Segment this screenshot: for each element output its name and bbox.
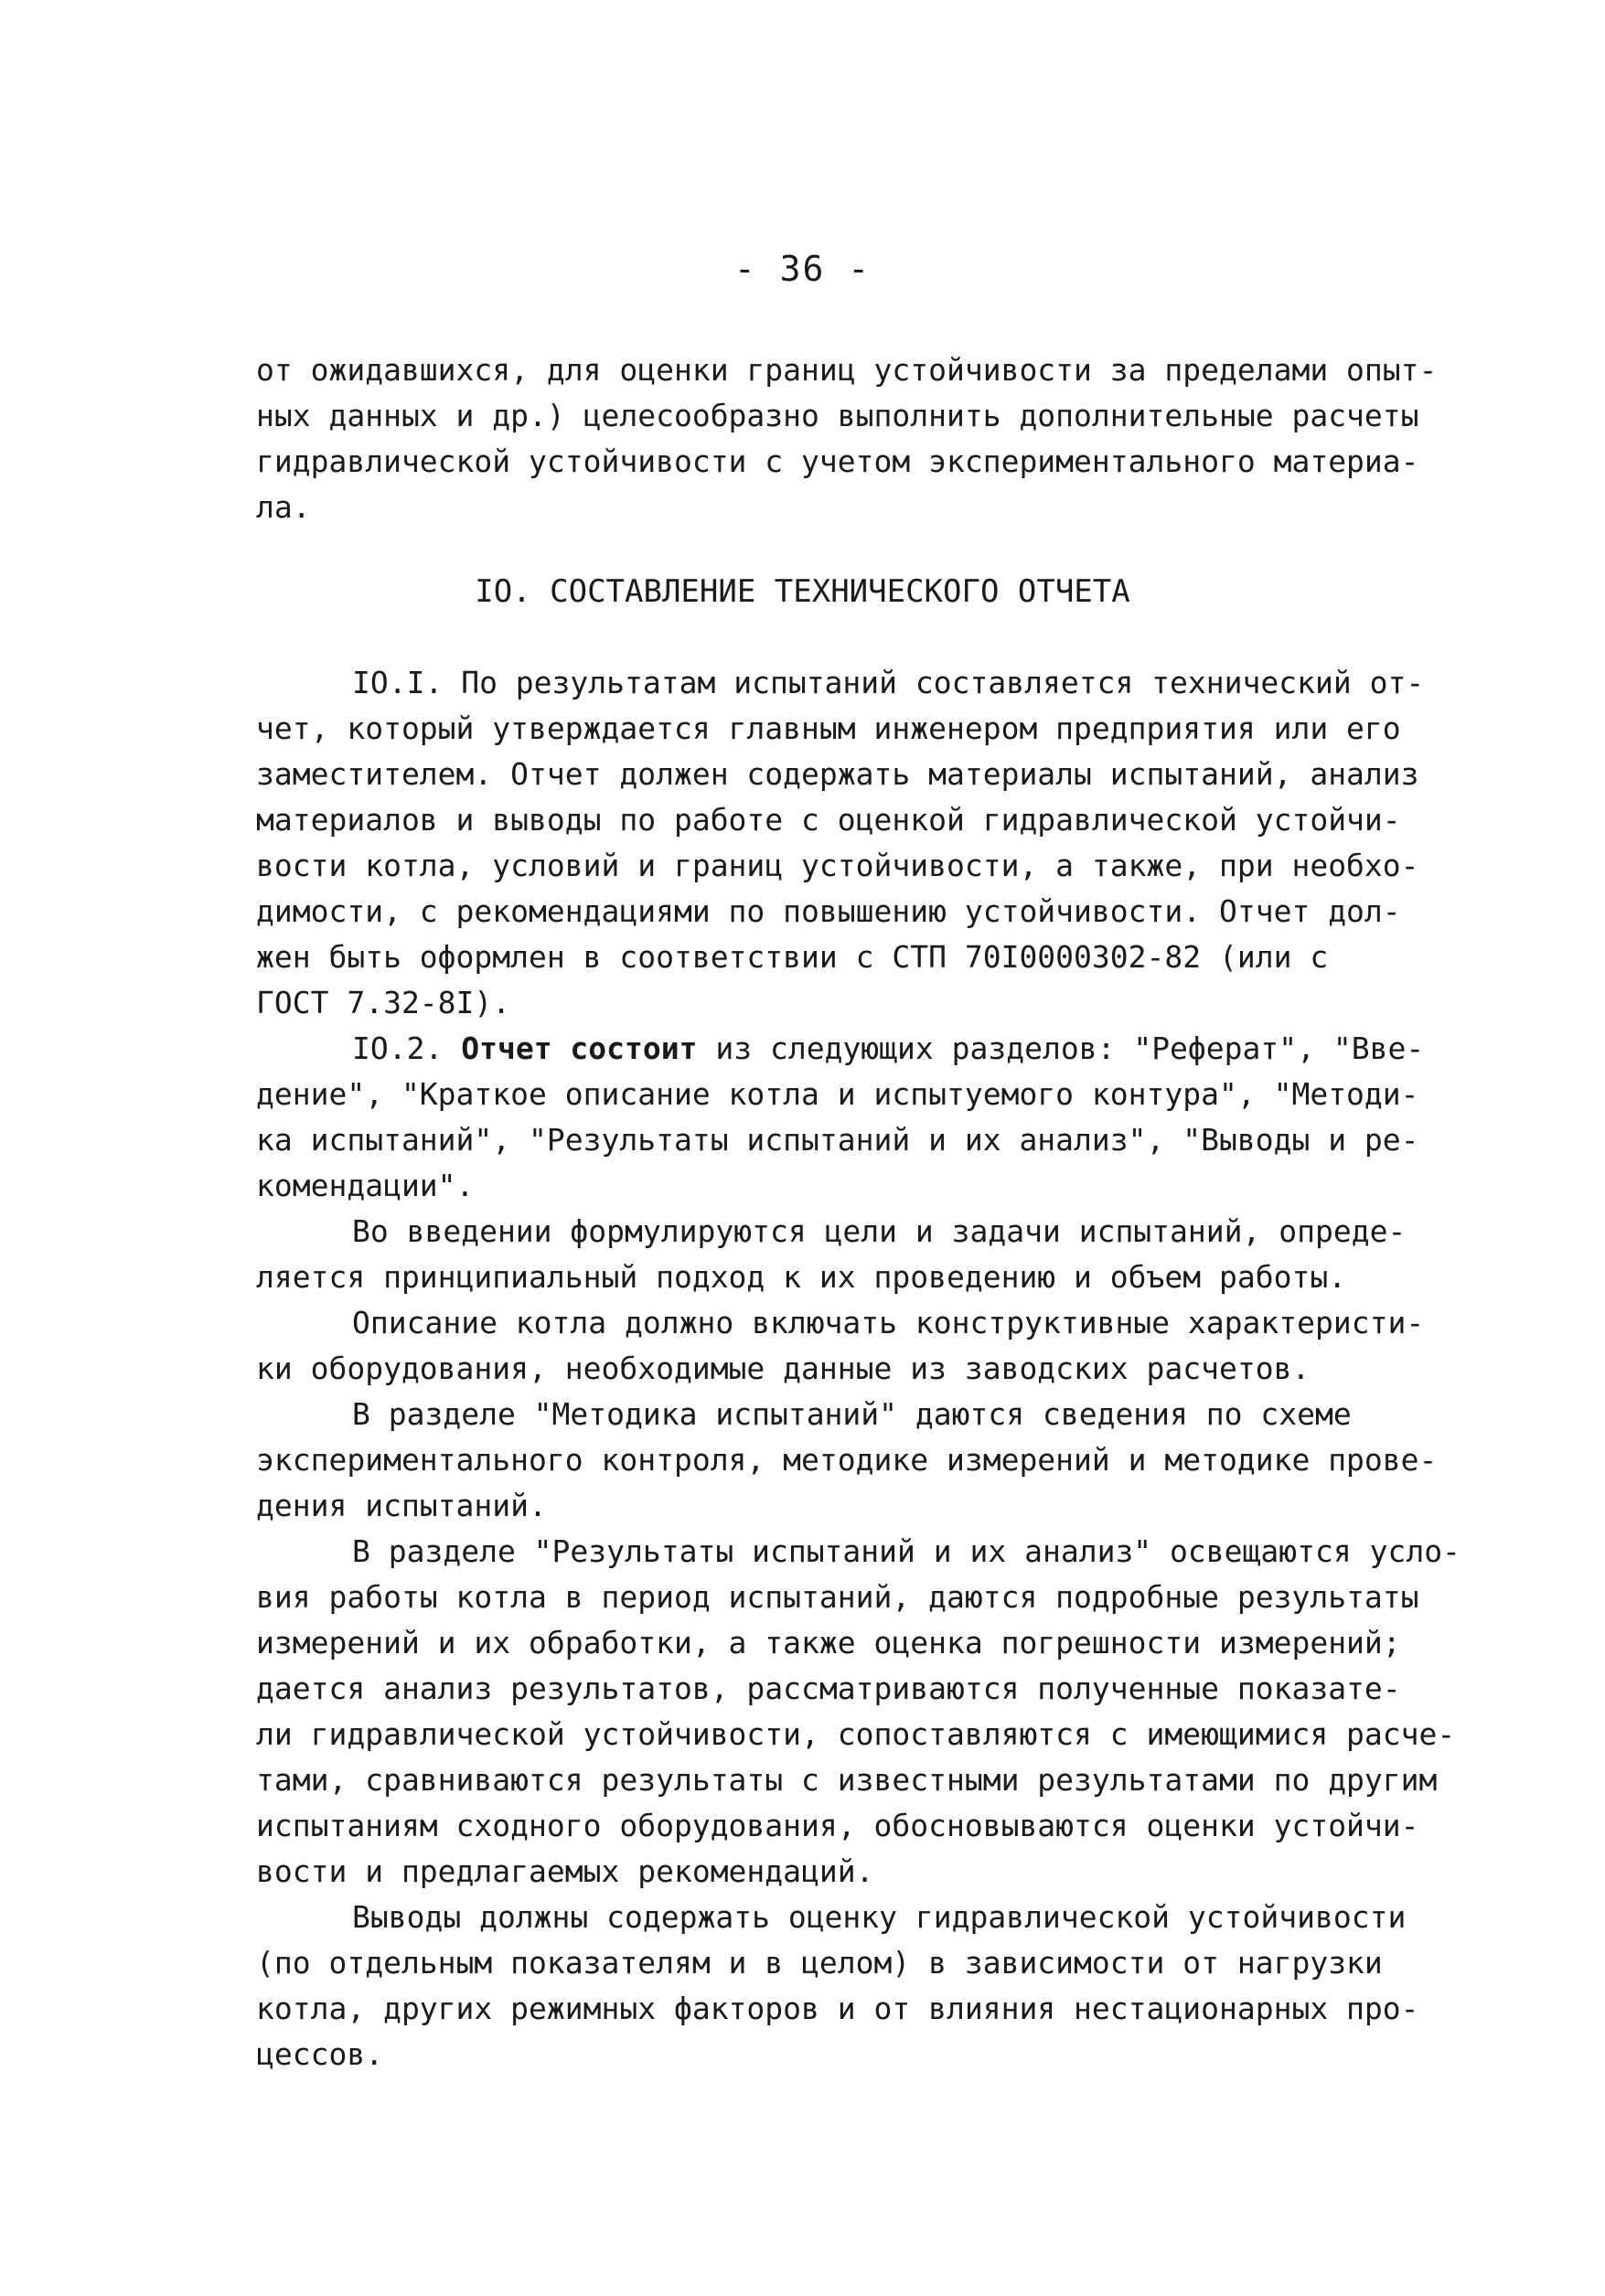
paragraph-methodology (256, 1392, 1482, 1529)
continuation-paragraph (256, 347, 1482, 530)
text-line: ГОСТ 7.32-8I). (256, 985, 511, 1020)
section-heading: IO. СОСТАВЛЕНИЕ ТЕХНИЧЕСКОГО ОТЧЕТА (475, 573, 1130, 610)
text-line: ка испытаний", "Результаты испытаний и их анализ", "Выводы и ре- (256, 1122, 1419, 1158)
text-line: испытаниям сходного оборудования, обосновываются оценки устойчи- (256, 1808, 1419, 1843)
text-line: жен быть оформлен в соответствии с СТП 70I0000302-82 (или с (256, 939, 1329, 975)
text-line: IO.I. По результатам испытаний составляется технический от- (352, 665, 1425, 700)
text-line: тами, сравниваются результаты с известными результатами по другим (256, 1762, 1438, 1798)
text-line: чет, который утверждается главным инженером предприятия или его (256, 710, 1401, 746)
paragraph-10-2 (256, 1026, 1482, 1209)
text-line: дения испытаний. (256, 1488, 547, 1523)
text-line: (по отдельным показателям и в целом) в зависимости от нагрузки (256, 1945, 1383, 1981)
text-line: В разделе "Результаты испытаний и их анализ" освещаются усло- (352, 1533, 1461, 1569)
text-line: ных данных и др.) целесообразно выполнить дополнительные расчеты (256, 398, 1419, 433)
text-line: дается анализ результатов, рассматриваются полученные показате- (256, 1671, 1401, 1706)
text-line: В разделе "Методика испытаний" даются сведения по схеме (352, 1396, 1352, 1432)
clause-number: IO.2. (352, 1031, 444, 1066)
text-line: Во введении формулируются цели и задачи испытаний, опреде- (352, 1213, 1407, 1249)
paragraph-10-1 (256, 660, 1482, 1026)
paragraph-results (256, 1529, 1482, 1895)
text-line: комендации". (256, 1168, 475, 1203)
text-line: вия работы котла в период испытаний, даются подробные результаты (256, 1579, 1419, 1615)
page-number: - 36 - (733, 249, 872, 289)
text-line: димости, с рекомендациями по повышению устойчивости. Отчет дол- (256, 893, 1401, 929)
text-line: цессов. (256, 2036, 384, 2072)
text-line (256, 1026, 1482, 1072)
text-line: ла. (256, 489, 311, 525)
text-line: ли гидравлической устойчивости, сопоставляются с имеющимися расче- (256, 1716, 1456, 1752)
paragraph-boiler-description (256, 1300, 1482, 1392)
text-line: дение", "Краткое описание котла и испытуемого контура", "Методи- (256, 1076, 1419, 1112)
text-line: заместителем. Отчет должен содержать материалы испытаний, анализ (256, 756, 1419, 792)
text-line: материалов и выводы по работе с оценкой гидравлической устойчи- (256, 802, 1401, 838)
text-line: Выводы должны содержать оценку гидравлической устойчивости (352, 1899, 1407, 1935)
text-line: ляется принципиальный подход к их проведению и объем работы. (256, 1259, 1347, 1295)
bold-phrase: Отчет состоит (461, 1031, 698, 1066)
text-line: котла, других режимных факторов и от влияния нестационарных про- (256, 1991, 1419, 2026)
text-line: измерений и их обработки, а также оценка погрешности измерений; (256, 1625, 1401, 1661)
paragraph-conclusions (256, 1895, 1482, 2077)
text-line: ки оборудования, необходимые данные из заводских расчетов. (256, 1351, 1311, 1386)
text-line: от ожидавшихся, для оценки границ устойчивости за пределами опыт- (256, 352, 1438, 388)
text-line: вости и предлагаемых рекомендаций. (256, 1853, 874, 1889)
text-line: экспериментального контроля, методике измерений и методике прове- (256, 1442, 1438, 1478)
paragraph-introduction (256, 1209, 1482, 1300)
clause-text: из следующих разделов: "Реферат", "Вве- (697, 1031, 1425, 1066)
text-line: вости котла, условий и границ устойчивости, а также, при необхо- (256, 848, 1419, 883)
text-line: гидравлической устойчивости с учетом экспериментального материа- (256, 443, 1419, 479)
text-line: Описание котла должно включать конструктивные характеристи- (352, 1305, 1425, 1340)
